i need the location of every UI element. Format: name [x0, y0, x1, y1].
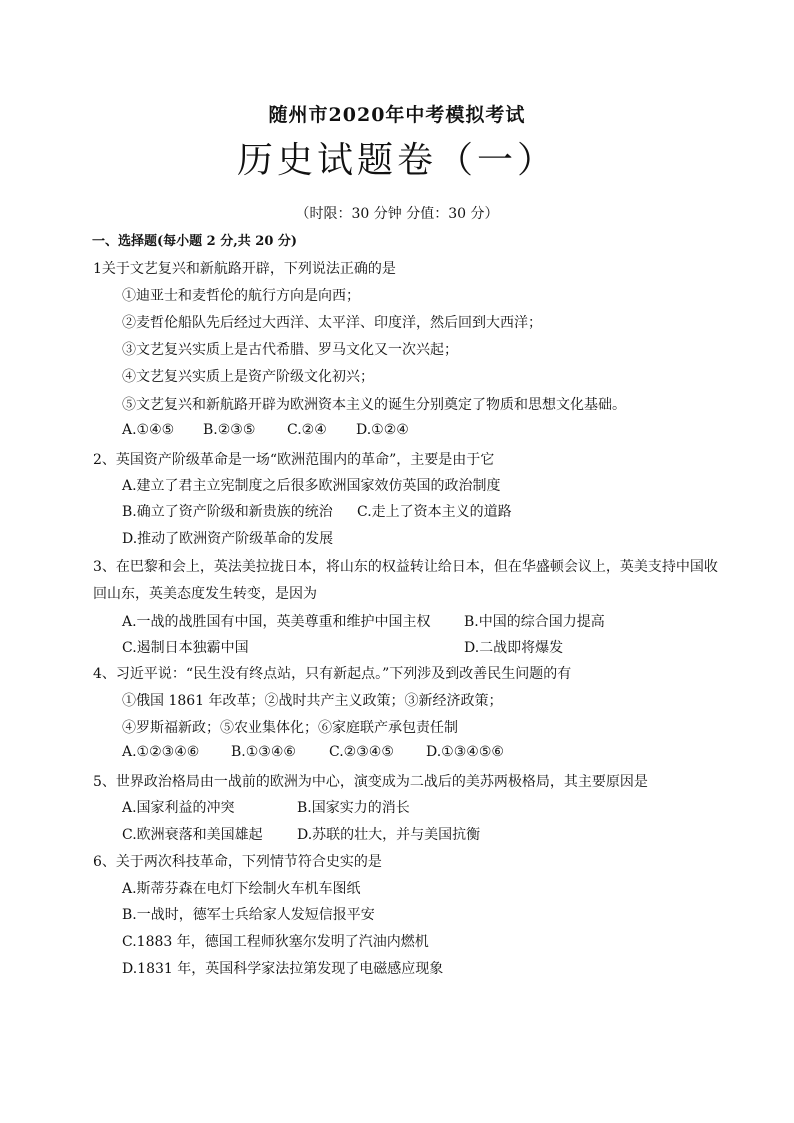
- question-3-stem-line-1: 3、在巴黎和会上，英法美拉拢日本，将山东的权益转让给日本，但在华盛顿会议上，英美支持中国收: [93, 559, 718, 575]
- question-1-statement-4: ④文艺复兴实质上是资产阶级文化初兴；: [122, 369, 374, 385]
- question-1-option-d: D.①②④: [356, 422, 409, 438]
- question-1-statement-2: ②麦哲伦船队先后经过大西洋、太平洋、印度洋，然后回到大西洋；: [122, 315, 542, 331]
- question-1-statement-1: ①迪亚士和麦哲伦的航行方向是向西；: [122, 288, 360, 304]
- question-1-option-a: A.①④⑤: [122, 422, 175, 438]
- question-1-statement-3: ③文艺复兴实质上是古代希腊、罗马文化又一次兴起；: [122, 342, 458, 358]
- question-6-option-c: C.1883 年，德国工程师狄塞尔发明了汽油内燃机: [122, 934, 429, 950]
- section-heading: 一、选择题(每小题 2 分,共 20 分): [92, 234, 298, 249]
- question-1-stem: 1关于文艺复兴和新航路开辟，下列说法正确的是: [93, 261, 396, 277]
- question-3-stem-line-2: 回山东，英美态度发生转变，是因为: [93, 586, 317, 602]
- exam-subtitle: 历史试题卷（一）: [236, 140, 557, 181]
- question-2-option-d: D.推动了欧洲资产阶级革命的发展: [122, 531, 334, 547]
- question-3-option-c: C.遏制日本独霸中国: [122, 640, 249, 656]
- question-2-option-c: C.走上了资本主义的道路: [357, 504, 512, 520]
- question-5-option-b: B.国家实力的消长: [297, 800, 410, 816]
- question-5-stem: 5、世界政治格局由一战前的欧洲为中心，演变成为二战后的美苏两极格局，其主要原因是: [93, 774, 648, 790]
- question-3-option-b: B.中国的综合国力提高: [464, 614, 605, 630]
- question-5-option-c: C.欧洲衰落和美国雄起: [122, 827, 263, 843]
- question-1-statement-5: ⑤文艺复兴和新航路开辟为欧洲资本主义的诞生分别奠定了物质和思想文化基础。: [122, 397, 626, 413]
- question-6-stem: 6、关于两次科技革命，下列情节符合史实的是: [93, 854, 382, 870]
- question-6-option-b: B.一战时，德军士兵给家人发短信报平安: [122, 907, 375, 923]
- question-4-option-c: C.②③④⑤: [329, 744, 394, 760]
- question-2-option-b: B.确立了资产阶级和新贵族的统治: [122, 504, 333, 520]
- question-4-statement-2: ④罗斯福新政；⑤农业集体化；⑥家庭联产承包责任制: [122, 720, 458, 736]
- question-1-option-c: C.②④: [287, 422, 327, 438]
- question-2-option-a: A.建立了君主立宪制度之后很多欧洲国家效仿英国的政治制度: [122, 478, 501, 494]
- question-3-option-a: A.一战的战胜国有中国，英美尊重和维护中国主权: [122, 614, 431, 630]
- question-4-option-d: D.①③④⑤⑥: [426, 744, 504, 760]
- question-6-option-d: D.1831 年，英国科学家法拉第发现了电磁感应现象: [122, 961, 444, 977]
- exam-title: 随州市2020年中考模拟考试: [268, 104, 526, 126]
- question-4-stem: 4、习近平说：“民生没有终点站，只有新起点。”下列涉及到改善民生问题的有: [93, 666, 572, 682]
- question-4-option-b: B.①③④⑥: [231, 744, 296, 760]
- question-2-stem: 2、英国资产阶级革命是一场“欧洲范围内的革命”，主要是由于它: [93, 452, 495, 468]
- question-4-statement-1: ①俄国 1861 年改革；②战时共产主义政策；③新经济政策；: [122, 693, 503, 709]
- exam-timing: （时限：30 分钟 分值：30 分）: [295, 206, 499, 222]
- question-5-option-d: D.苏联的壮大，并与美国抗衡: [297, 827, 481, 843]
- question-3-option-d: D.二战即将爆发: [464, 640, 564, 656]
- question-6-option-a: A.斯蒂芬森在电灯下绘制火车机车图纸: [122, 881, 361, 897]
- question-4-option-a: A.①②③④⑥: [122, 744, 200, 760]
- question-1-option-b: B.②③⑤: [203, 422, 256, 438]
- question-5-option-a: A.国家利益的冲突: [122, 800, 235, 816]
